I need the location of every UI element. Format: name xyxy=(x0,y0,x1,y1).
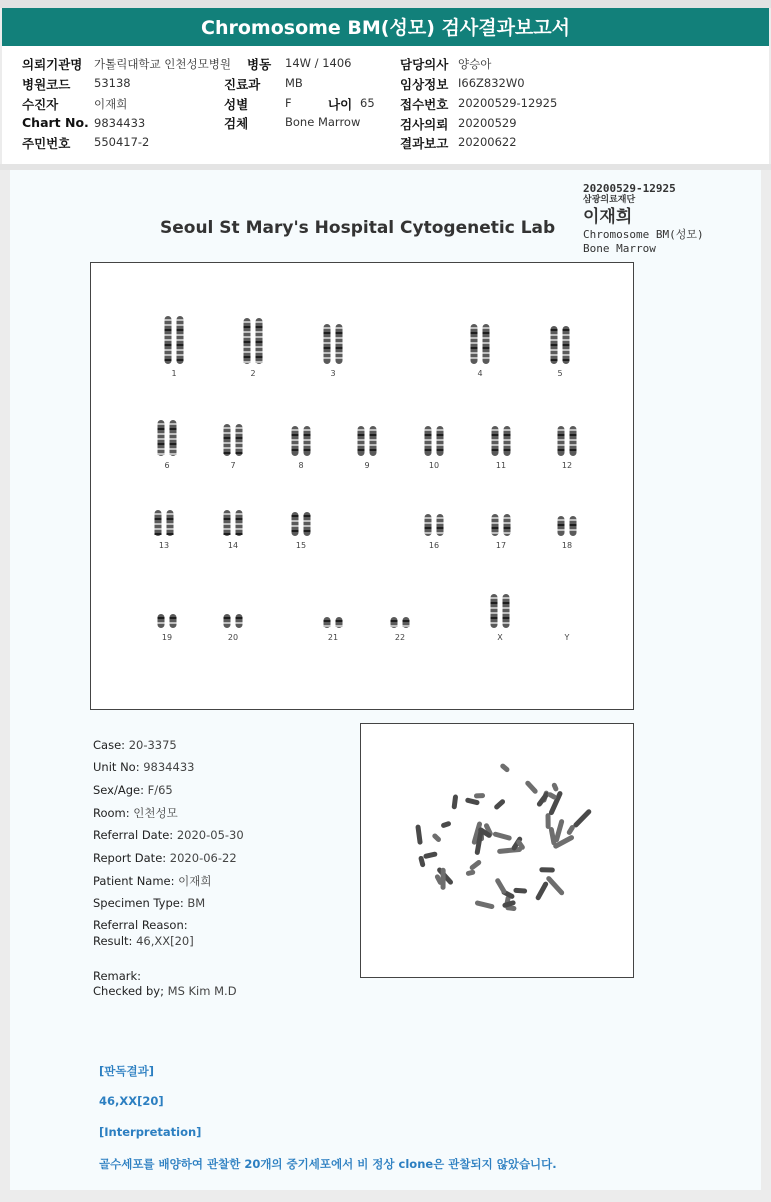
chromosome-label: 15 xyxy=(295,541,307,550)
chromosome-11-a xyxy=(492,426,499,456)
chromosome-10-a xyxy=(425,426,432,456)
chromosome-9-b xyxy=(370,426,377,456)
interp-text: 골수세포를 배양하여 관찰한 20개의 중기세포에서 비 정상 clone은 관찰되지 않았습니다. xyxy=(99,1157,557,1171)
lab-title: Seoul St Mary's Hospital Cytogenetic Lab xyxy=(160,218,556,238)
chromosome-label: 9 xyxy=(364,461,370,470)
chromosome-8-b xyxy=(304,426,311,456)
metaphase-chromosome xyxy=(415,824,423,845)
patient-info-panel xyxy=(2,46,769,165)
chromosome-10-b xyxy=(437,426,444,456)
chromosome-7-b xyxy=(236,424,243,456)
report-field-key: Result: xyxy=(93,934,137,948)
header-org: 삼광의료재단 xyxy=(583,195,636,205)
sex-value: F xyxy=(285,96,292,110)
chromosome-4-a xyxy=(471,324,478,364)
chromosome-label: Y xyxy=(564,633,570,642)
chromosome-3-a xyxy=(324,324,331,364)
chromosome-label: 13 xyxy=(158,541,170,550)
clinical-value: I66Z832W0 xyxy=(458,76,525,90)
chromosome-label: 18 xyxy=(561,541,573,550)
metaphase-chromosome xyxy=(441,868,446,890)
chromosome-6-b xyxy=(170,420,177,456)
metaphase-chromosome xyxy=(572,808,592,828)
report-field-value: 이재희 xyxy=(178,874,212,888)
report-field-value: 2020-06-22 xyxy=(169,851,237,865)
dept-label: 진료과 xyxy=(224,77,261,92)
chromosome-21-a xyxy=(324,617,331,628)
chromosome-label: 19 xyxy=(161,633,173,642)
report-field-key: Referral Date: xyxy=(93,828,177,842)
metaphase-chromosome xyxy=(539,867,555,872)
report-field xyxy=(93,828,244,842)
doctor-label: 담당의사 xyxy=(400,57,449,72)
report-field xyxy=(93,738,177,752)
report-field-key: Referral Reason: xyxy=(93,918,188,932)
report-field-value: MS Kim M.D xyxy=(167,984,237,998)
chromosome-label: 1 xyxy=(171,369,177,378)
chromosome-1-a xyxy=(165,316,172,364)
report-field xyxy=(93,851,237,865)
hospital-label: 의뢰기관명 xyxy=(22,57,83,72)
metaphase-chromosome xyxy=(465,797,480,805)
chromosome-label: 2 xyxy=(250,369,256,378)
chromosome-X-a xyxy=(491,594,498,628)
chromosome-21-b xyxy=(336,617,343,628)
report-field xyxy=(93,984,237,998)
metaphase-chromosome xyxy=(451,794,458,809)
chromosome-12-b xyxy=(570,426,577,456)
chromosome-13-b xyxy=(167,510,174,536)
chromosome-label: 8 xyxy=(298,461,304,470)
ward-value: 14W / 1406 xyxy=(285,56,352,70)
chromosome-14-b xyxy=(236,510,243,536)
report-field xyxy=(93,760,194,774)
report-field-value: 20-3375 xyxy=(128,738,177,752)
chromosome-label: 17 xyxy=(495,541,507,550)
report-field xyxy=(93,805,178,821)
chromosome-15-b xyxy=(304,512,311,536)
metaphase-chromosome xyxy=(545,875,565,896)
report-field xyxy=(93,918,188,932)
report-field xyxy=(93,783,173,797)
code-value: 53138 xyxy=(94,76,131,90)
chromosome-label: 4 xyxy=(477,369,483,378)
test-date-label: 검사의뢰 xyxy=(400,117,449,132)
metaphase-chromosome xyxy=(499,763,510,774)
header-test: Chromosome BM(성모) xyxy=(583,228,704,241)
metaphase-chromosome xyxy=(492,831,512,841)
metaphase-chromosome xyxy=(553,819,564,843)
header-name: 이재희 xyxy=(583,207,633,227)
metaphase-chromosome xyxy=(474,900,494,910)
metaphase-chromosome xyxy=(493,798,506,810)
top-strip xyxy=(0,0,771,8)
report-date-label: 결과보고 xyxy=(400,136,449,151)
chart-value: 9834433 xyxy=(94,116,146,130)
chromosome-9-a xyxy=(358,426,365,456)
chromosome-8-a xyxy=(292,426,299,456)
report-field-key: Case: xyxy=(93,738,129,752)
metaphase-chromosome xyxy=(536,791,550,808)
chart-label: Chart No. xyxy=(22,115,89,130)
header-specimen: Bone Marrow xyxy=(583,242,656,255)
chromosome-19-a xyxy=(158,614,165,628)
report-field xyxy=(93,873,211,889)
report-field-key: Sex/Age: xyxy=(93,783,148,797)
metaphase-chromosome xyxy=(551,782,559,792)
report-field-key: Report Date: xyxy=(93,851,170,865)
report-field-key: Checked by; xyxy=(93,984,168,998)
report-field-value: 9834433 xyxy=(143,760,195,774)
specimen-value: Bone Marrow xyxy=(285,115,361,129)
chromosome-label: 3 xyxy=(330,369,336,378)
karyogram xyxy=(90,262,634,710)
report-date-value: 20200622 xyxy=(458,135,517,149)
chromosome-label: 6 xyxy=(164,461,170,470)
chromosome-label: 20 xyxy=(227,633,239,642)
report-field-key: Patient Name: xyxy=(93,874,179,888)
report-field xyxy=(93,934,194,948)
ward-label: 병동 xyxy=(247,57,272,72)
metaphase-image xyxy=(360,723,634,978)
hospital-value: 가톨릭대학교 인천성모병원 xyxy=(94,57,231,71)
chromosome-2-a xyxy=(244,318,251,364)
report-title: Chromosome BM(성모) 검사결과보고서 xyxy=(2,8,769,46)
metaphase-chromosome xyxy=(513,888,527,894)
metaphase-chromosome xyxy=(497,847,522,854)
dept-value: MB xyxy=(285,76,303,90)
report-header-block xyxy=(583,182,704,256)
report-field-key: Room: xyxy=(93,806,134,820)
clinical-label: 임상정보 xyxy=(400,77,449,92)
chromosome-13-a xyxy=(155,510,162,536)
chromosome-X-b xyxy=(503,594,510,628)
chromosome-14-a xyxy=(224,510,231,536)
chromosome-19-b xyxy=(170,614,177,628)
chromosome-label: 7 xyxy=(230,461,236,470)
metaphase-chromosome xyxy=(423,851,438,859)
test-date-value: 20200529 xyxy=(458,116,517,130)
age-value: 65 xyxy=(360,96,375,110)
metaphase-chromosome xyxy=(440,821,451,829)
karyotype-report xyxy=(10,170,761,1190)
rrn-value: 550417-2 xyxy=(94,135,150,149)
bottom-strip xyxy=(0,1190,771,1202)
chromosome-4-b xyxy=(483,324,490,364)
chromosome-16-b xyxy=(437,514,444,536)
chromosome-label: 12 xyxy=(561,461,573,470)
doctor-value: 양승아 xyxy=(458,57,492,71)
patient-label: 수진자 xyxy=(22,97,59,112)
receipt-label: 접수번호 xyxy=(400,97,449,112)
chromosome-label: 14 xyxy=(227,541,239,550)
chromosome-3-b xyxy=(336,324,343,364)
chromosome-20-a xyxy=(224,614,231,628)
report-field xyxy=(93,969,141,983)
sex-label: 성별 xyxy=(224,97,249,112)
metaphase-chromosome xyxy=(494,877,507,894)
metaphase-chromosome xyxy=(469,859,483,871)
chromosome-5-a xyxy=(551,326,558,364)
chromosome-label: X xyxy=(497,633,503,642)
chromosome-label: 21 xyxy=(327,633,339,642)
chromosome-7-a xyxy=(224,424,231,456)
chromosome-16-a xyxy=(425,514,432,536)
patient-value: 이재희 xyxy=(94,97,128,111)
metaphase-chromosome xyxy=(524,780,538,795)
report-field xyxy=(93,896,205,910)
code-label: 병원코드 xyxy=(22,77,71,92)
chromosome-17-b xyxy=(504,514,511,536)
chromosome-20-b xyxy=(236,614,243,628)
chromosome-label: 10 xyxy=(428,461,440,470)
chromosome-6-a xyxy=(158,420,165,456)
header-id: 20200529-12925 xyxy=(583,182,676,195)
chromosome-label: 16 xyxy=(428,541,440,550)
metaphase-spread xyxy=(361,724,633,977)
interp-heading: [판독결과] xyxy=(99,1064,154,1078)
karyogram-image xyxy=(91,263,633,709)
chromosome-label: 22 xyxy=(394,633,406,642)
report-field-key: Remark: xyxy=(93,969,142,983)
chromosome-18-b xyxy=(570,516,577,536)
chromosome-label: 5 xyxy=(557,369,563,378)
chromosome-2-b xyxy=(256,318,263,364)
age-label: 나이 xyxy=(328,97,353,112)
report-field-key: Specimen Type: xyxy=(93,896,188,910)
interp-label: [Interpretation] xyxy=(99,1125,202,1139)
report-field-value: 46,XX[20] xyxy=(136,934,194,948)
chromosome-17-a xyxy=(492,514,499,536)
chromosome-15-a xyxy=(292,512,299,536)
chromosome-label: 11 xyxy=(495,461,507,470)
metaphase-chromosome xyxy=(535,881,549,901)
report-field-value: 2020-05-30 xyxy=(176,828,244,842)
rrn-label: 주민번호 xyxy=(22,136,71,151)
report-field-value: 인천성모 xyxy=(133,806,178,820)
chromosome-22-a xyxy=(391,617,398,628)
report-field-key: Unit No: xyxy=(93,760,144,774)
chromosome-11-b xyxy=(504,426,511,456)
metaphase-chromosome xyxy=(545,813,550,829)
metaphase-chromosome xyxy=(474,793,485,798)
metaphase-chromosome xyxy=(465,869,475,876)
chromosome-18-a xyxy=(558,516,565,536)
specimen-label: 검체 xyxy=(224,116,249,131)
chromosome-1-b xyxy=(177,316,184,364)
metaphase-chromosome xyxy=(431,832,442,843)
report-field-value: F/65 xyxy=(147,783,173,797)
chromosome-22-b xyxy=(403,617,410,628)
interp-result: 46,XX[20] xyxy=(99,1094,164,1108)
report-field-value: BM xyxy=(187,896,206,910)
chromosome-5-b xyxy=(563,326,570,364)
receipt-value: 20200529-12925 xyxy=(458,96,558,110)
chromosome-12-a xyxy=(558,426,565,456)
